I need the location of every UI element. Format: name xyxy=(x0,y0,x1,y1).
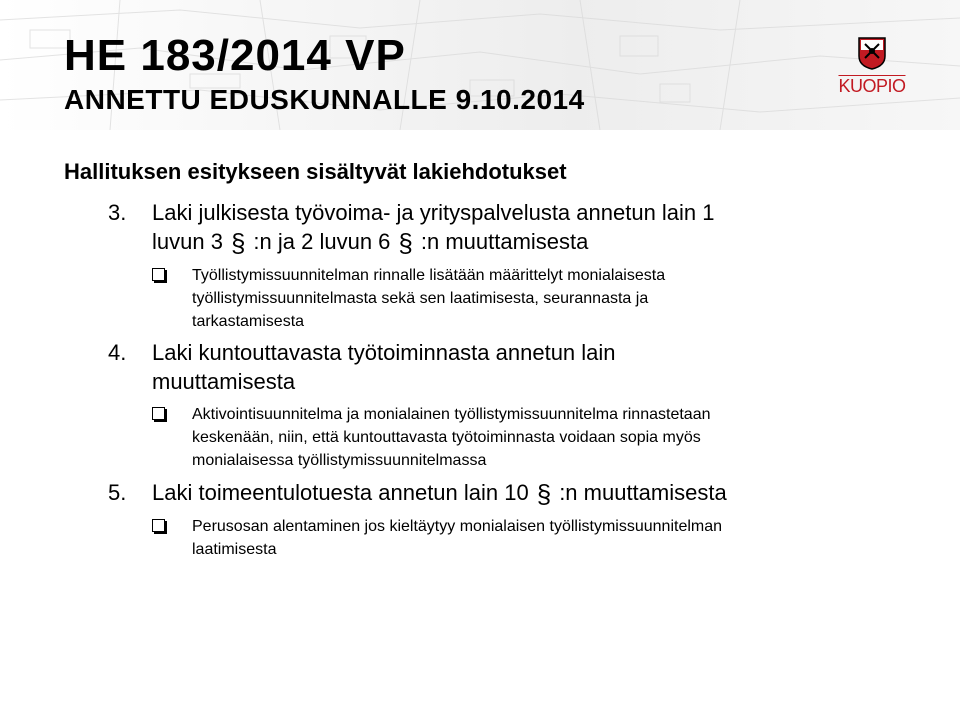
bullet-text: Perusosan alentaminen jos kieltäytyy monialaisen työllistymissuunnitelman laatimisesta xyxy=(192,518,723,558)
item-line: Laki julkisesta työvoima- ja yrityspalvelusta annetun lain 1 xyxy=(152,200,715,225)
page-title: HE 183/2014 VP xyxy=(64,31,406,80)
section-sign: § xyxy=(536,479,552,509)
logo-text: KUOPIO xyxy=(838,76,906,96)
bullet-text: Työllistymissuunnitelman rinnalle lisätään määrittelyt monialaisesta työllistymissuunnitelmasta sekä sen laatimisesta, seurannasta ja tarkastamisesta xyxy=(192,267,666,330)
item-line: Laki toimeentulotuesta annetun lain 10 xyxy=(152,480,529,505)
kuopio-logo xyxy=(836,36,908,102)
item-line: luvun 3 xyxy=(152,229,223,254)
item-number: 5. xyxy=(108,480,127,505)
item-line: :n ja 2 luvun 6 xyxy=(253,229,391,254)
item-line: :n muuttamisesta xyxy=(559,480,727,505)
section-sign: § xyxy=(398,228,413,258)
checkbox-bullet-icon xyxy=(152,268,165,281)
item-line: :n muuttamisesta xyxy=(420,229,589,254)
checkbox-bullet-icon xyxy=(152,407,165,420)
item-line: Laki kuntouttavasta työtoiminnasta annetun lain xyxy=(152,340,616,365)
section-heading: Hallituksen esitykseen sisältyvät lakiehdotukset xyxy=(64,159,567,184)
item-number: 3. xyxy=(108,200,127,225)
item-text xyxy=(152,338,852,396)
checkbox-bullet-icon xyxy=(152,519,165,532)
section-sign: § xyxy=(230,228,246,258)
item-number: 4. xyxy=(108,340,127,365)
bullet-text: Aktivointisuunnitelma ja monialainen työllistymissuunnitelma rinnastetaan keskenään, niin, että kuntouttavasta työtoiminnasta voidaan sopia myös monialaisessa työllistymissuunnitelmassa xyxy=(192,406,711,469)
item-text xyxy=(152,478,852,509)
coat-of-arms-icon xyxy=(857,36,887,70)
item-text xyxy=(152,198,852,258)
item-line: muuttamisesta xyxy=(152,369,296,394)
page-subtitle: ANNETTU EDUSKUNNALLE 9.10.2014 xyxy=(64,84,585,115)
